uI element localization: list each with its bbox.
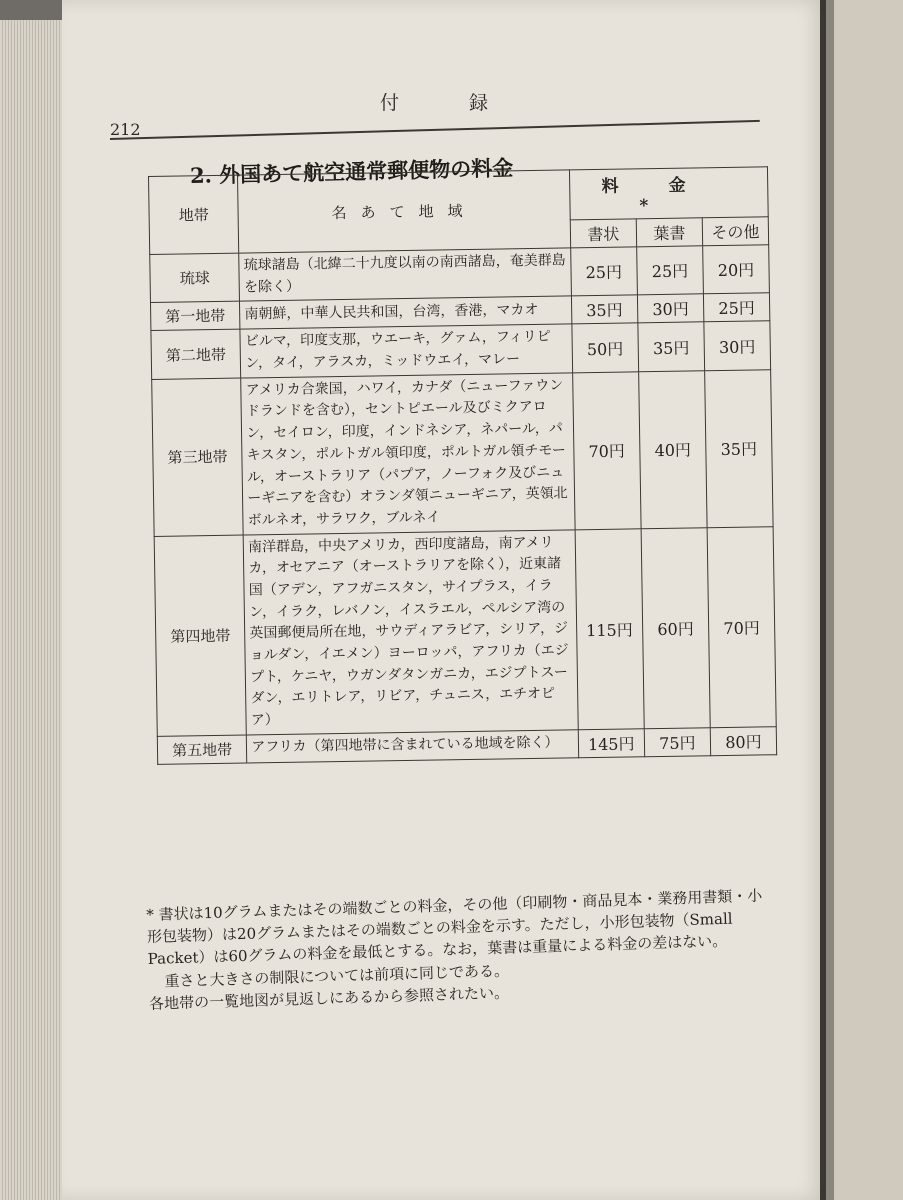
running-title: 付録 xyxy=(380,92,559,114)
other-rate: 25円 xyxy=(703,293,769,322)
footnotes xyxy=(146,885,769,1015)
destination-cell: 琉球諸島（北緯二十九度以南の南西諸島，奄美群島を除く） xyxy=(239,248,571,302)
postcard-rate: 30円 xyxy=(637,294,703,323)
other-rate: 35円 xyxy=(705,369,774,527)
postcard-rate: 75円 xyxy=(644,727,710,756)
header-letter: 書状 xyxy=(570,219,637,248)
letter-rate: 145円 xyxy=(578,729,645,758)
zone-cell: 琉球 xyxy=(150,253,240,303)
destination-cell: アメリカ合衆国，ハワイ，カナダ（ニューファウンドランドを含む），セントピエール及びミクアロン，セイロン，印度，インドネシア，ネパール，パキスタン，ポルトガル領印度，ポルトガル領チモール，オーストラリア（パプア，ノーフォク及びニューギニアを含む）オランダ領ニューギニア，英領北ボルネオ，サラワク，ブルネイ xyxy=(241,373,575,535)
letter-rate: 70円 xyxy=(572,372,641,530)
other-rate: 70円 xyxy=(707,526,776,727)
page-stack-edge xyxy=(0,20,70,1200)
zone-cell: 第三地帯 xyxy=(152,378,244,536)
other-rate: 20円 xyxy=(703,245,770,294)
table-row xyxy=(154,526,776,736)
header-postcard: 葉書 xyxy=(636,218,702,247)
zone-cell: 第四地帯 xyxy=(154,535,246,737)
destination-cell: 南朝鮮，中華人民共和国，台湾，香港，マカオ xyxy=(240,296,572,329)
postcard-rate: 40円 xyxy=(639,371,707,529)
header-rule xyxy=(110,120,760,140)
postcard-rate: 60円 xyxy=(641,527,710,728)
table-row xyxy=(152,369,773,536)
other-rate: 80円 xyxy=(710,726,776,755)
header-zone: 地帯 xyxy=(149,175,239,254)
letter-rate: 35円 xyxy=(571,295,638,324)
zone-cell: 第五地帯 xyxy=(157,735,247,764)
rate-table-container xyxy=(148,166,777,764)
rate-table xyxy=(148,166,777,764)
destination-cell: 南洋群島，中央アメリカ，西印度諸島，南アメリカ，オセアニア（オーストラリアを除く），近東諸国（アデン，アフガニスタン，サイプラス，イラン，イラク，レバノン，イスラエル，ペルシア湾の英国郵便局所在地，サウディアラビア，シリア，ジョルダン，イエメン）ヨーロッパ，アフリカ（エジプト，ケニヤ，ウガンダタンガニカ，エジプトスーダン，エリトレア，リビア，チュニス，エチオピア） xyxy=(243,529,577,734)
footnote-rates: * 書状は10グラムまたはその端数ごとの料金，その他（印刷物・商品見本・業務用書類・小形包装物）は20グラムまたはその端数ごとの料金を示す。ただし，小形包装物（Small Packet）は60グラムの料金を最低とする。なお，葉書は重量による料金の差はない。 xyxy=(146,886,763,969)
header-destination: 名あて地域 xyxy=(238,170,571,253)
destination-cell: ビルマ，印度支那，ウエーキ，グァム，フィリピン，タイ，アラスカ，ミッドウエイ，マレー xyxy=(240,324,572,378)
page-header xyxy=(110,84,770,144)
footnote-map: 各地帯の一覧地図が見返しにあるから参照されたい。 xyxy=(148,983,510,1013)
letter-rate: 25円 xyxy=(570,247,637,296)
other-rate: 30円 xyxy=(704,321,771,370)
postcard-rate: 35円 xyxy=(638,322,705,371)
header-other: その他 xyxy=(702,217,768,246)
header-fee-group: 料金* xyxy=(569,167,768,220)
zone-cell: 第一地帯 xyxy=(150,301,240,330)
postcard-rate: 25円 xyxy=(637,246,704,295)
letter-rate: 50円 xyxy=(572,323,639,372)
facing-page-edge xyxy=(820,0,903,1200)
footnote-limits: 重さと大きさの制限については前項に同じである。 xyxy=(164,961,510,991)
destination-cell: アフリカ（第四地帯に含まれている地域を除く） xyxy=(247,730,579,763)
section-title: 2. 外国あて航空通常郵便物の料金 xyxy=(189,155,514,188)
page-number: 212 xyxy=(110,120,141,139)
zone-cell: 第二地帯 xyxy=(151,329,241,379)
letter-rate: 115円 xyxy=(575,528,644,729)
